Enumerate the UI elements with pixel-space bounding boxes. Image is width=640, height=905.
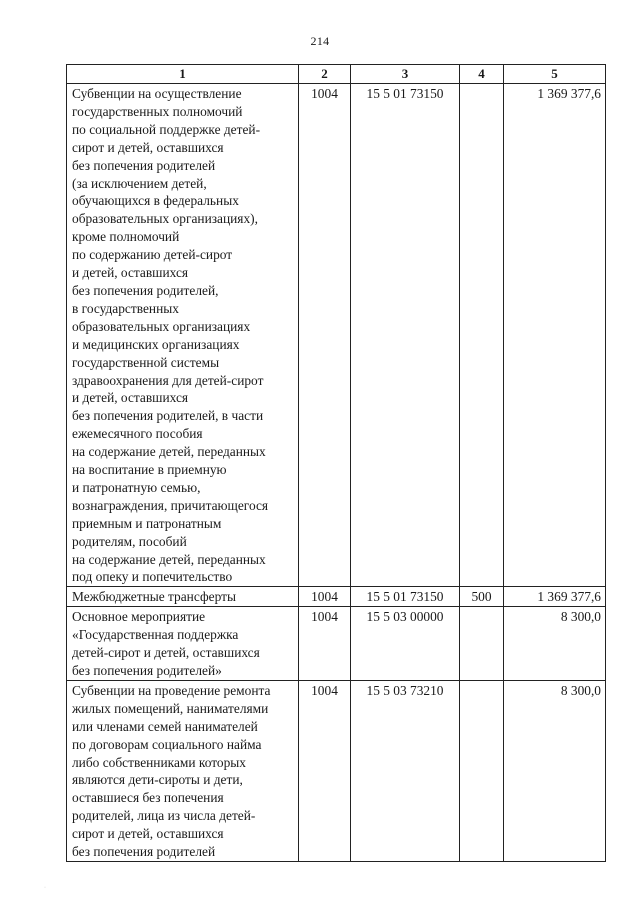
row-name-line: ежемесячного пособия bbox=[72, 426, 203, 442]
row-expense-type-cell bbox=[460, 84, 504, 587]
table-row bbox=[67, 607, 606, 681]
row-name-line: приемным и патронатным bbox=[72, 515, 222, 531]
row-name-line: государственных полномочий bbox=[72, 103, 243, 119]
row-name-cell bbox=[67, 680, 299, 861]
row-name-line: или членами семей нанимателей bbox=[72, 718, 258, 734]
row-name-line: и детей, оставшихся bbox=[72, 390, 189, 406]
row-name-line: под опеку и попечительство bbox=[72, 569, 233, 585]
column-header-section: 2 bbox=[299, 65, 351, 84]
row-name-line: и медицинских организациях bbox=[72, 336, 240, 352]
row-name-line: родителей, лица из числа детей- bbox=[72, 808, 256, 824]
row-section-cell: 1004 bbox=[299, 680, 351, 861]
row-section-cell: 1004 bbox=[299, 587, 351, 607]
row-name-line: Основное мероприятие bbox=[72, 609, 206, 625]
row-amount-cell: 1 369 377,6 bbox=[504, 587, 606, 607]
row-name-line: Межбюджетные трансферты bbox=[72, 589, 236, 605]
column-header-expense-type: 4 bbox=[460, 65, 504, 84]
row-name-line: по социальной поддержке детей- bbox=[72, 121, 261, 137]
row-target-cell: 15 5 01 73150 bbox=[351, 587, 460, 607]
row-name-line: образовательных организациях bbox=[72, 318, 251, 334]
budget-table bbox=[66, 64, 606, 862]
table-row bbox=[67, 84, 606, 587]
table-row bbox=[67, 680, 606, 861]
row-name-line: без попечения родителей bbox=[72, 844, 216, 860]
table-body bbox=[67, 84, 606, 862]
row-name-line: здравоохранения для детей-сирот bbox=[72, 372, 264, 388]
row-amount-cell: 1 369 377,6 bbox=[504, 84, 606, 587]
row-name-line: сирот и детей, оставшихся bbox=[72, 826, 224, 842]
row-name-line: по договорам социального найма bbox=[72, 736, 262, 752]
row-name-line: либо собственниками которых bbox=[72, 754, 246, 770]
row-name-line: без попечения родителей bbox=[72, 157, 216, 173]
row-section-cell: 1004 bbox=[299, 84, 351, 587]
row-target-cell: 15 5 01 73150 bbox=[351, 84, 460, 587]
row-name-line: без попечения родителей, bbox=[72, 282, 219, 298]
page-number: 214 bbox=[310, 34, 330, 48]
row-name-line: Субвенции на осуществление bbox=[72, 86, 242, 101]
column-header-amount: 5 bbox=[504, 65, 606, 84]
row-name-line: и детей, оставшихся bbox=[72, 265, 189, 281]
row-name-line: (за исключением детей, bbox=[72, 175, 207, 191]
row-name-line: государственной системы bbox=[72, 354, 220, 370]
row-name-line: образовательных организациях), bbox=[72, 211, 258, 227]
row-section-cell: 1004 bbox=[299, 607, 351, 681]
column-header-name: 1 bbox=[67, 65, 299, 84]
header-row bbox=[67, 65, 606, 84]
row-name-line: обучающихся в федеральных bbox=[72, 193, 239, 209]
row-name-line: родителям, пособий bbox=[72, 533, 187, 549]
row-target-cell: 15 5 03 73210 bbox=[351, 680, 460, 861]
column-header-target: 3 bbox=[351, 65, 460, 84]
row-amount-cell: 8 300,0 bbox=[504, 607, 606, 681]
row-name-line: жилых помещений, нанимателями bbox=[72, 700, 269, 716]
row-name-line: сирот и детей, оставшихся bbox=[72, 139, 224, 155]
row-name-line: в государственных bbox=[72, 300, 179, 316]
row-name-line: детей-сирот и детей, оставшихся bbox=[72, 645, 260, 661]
row-name-line: на содержание детей, переданных bbox=[72, 444, 266, 460]
row-name-cell bbox=[67, 607, 299, 681]
row-expense-type-cell: 500 bbox=[460, 587, 504, 607]
table-row bbox=[67, 587, 606, 607]
row-name-line: вознаграждения, причитающегося bbox=[72, 497, 269, 513]
row-name-line: без попечения родителей» bbox=[72, 663, 222, 678]
row-expense-type-cell bbox=[460, 680, 504, 861]
row-name-line: Субвенции на проведение ремонта bbox=[72, 682, 271, 698]
row-target-cell: 15 5 03 00000 bbox=[351, 607, 460, 681]
row-name-line: оставшиеся без попечения bbox=[72, 790, 224, 806]
row-name-line: «Государственная поддержка bbox=[72, 627, 239, 643]
row-name-line: являются дети-сироты и дети, bbox=[72, 772, 243, 788]
row-name-line: без попечения родителей, в части bbox=[72, 408, 264, 424]
row-name-line: кроме полномочий bbox=[72, 229, 180, 245]
row-name-cell bbox=[67, 587, 299, 607]
row-amount-cell: 8 300,0 bbox=[504, 680, 606, 861]
row-name-line: и патронатную семью, bbox=[72, 479, 201, 495]
row-name-cell bbox=[67, 84, 299, 587]
table-header bbox=[67, 65, 606, 84]
scan-speck: · bbox=[44, 885, 46, 891]
row-name-line: по содержанию детей-сирот bbox=[72, 247, 233, 263]
row-name-line: на воспитание в приемную bbox=[72, 462, 227, 478]
row-expense-type-cell bbox=[460, 607, 504, 681]
row-name-line: на содержание детей, переданных bbox=[72, 551, 266, 567]
